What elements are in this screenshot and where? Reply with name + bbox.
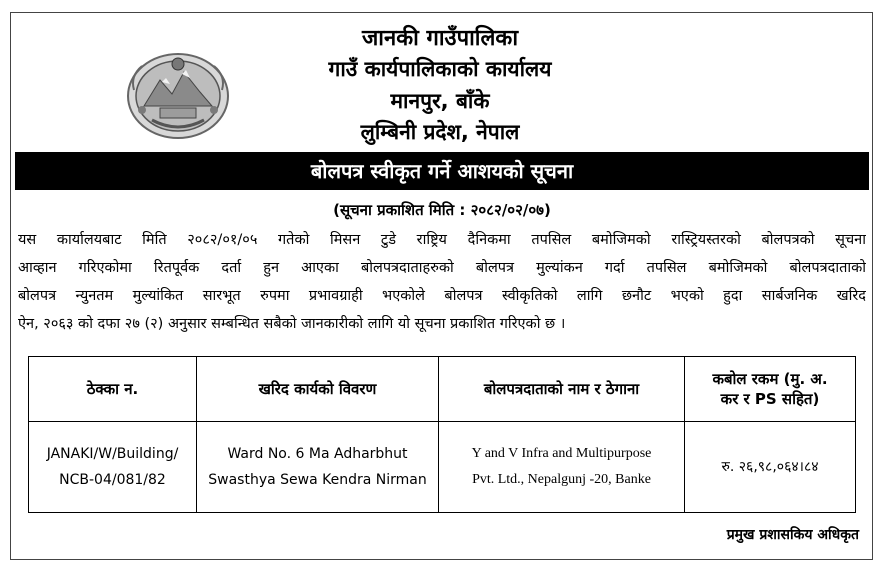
contract-no-line: NCB-04/081/82 bbox=[59, 472, 166, 488]
header-amount-line: कर र PS सहित) bbox=[720, 390, 820, 408]
cell-work-description bbox=[197, 422, 439, 513]
header-work-description: खरिद कार्यको विवरण bbox=[197, 357, 439, 422]
cell-amount: रु. २६,९८,०६४।८४ bbox=[685, 422, 856, 513]
work-description-line: Ward No. 6 Ma Adharbhut bbox=[227, 446, 408, 462]
government-emblem-icon bbox=[122, 46, 234, 142]
signatory-title: प्रमुख प्रशासकिय अधिकृत bbox=[726, 527, 859, 543]
province-country: लुम्बिनी प्रदेश, नेपाल bbox=[360, 120, 520, 144]
cell-bidder bbox=[439, 422, 685, 513]
notice-body-line: ऐन, २०६३ को दफा २७ (२) अनुसार सम्बन्धित सबैको जानकारीको लागि यो सूचना प्रकाशित गरिएको छ । bbox=[18, 316, 566, 332]
office-location: मानपुर, बाँके bbox=[390, 89, 490, 113]
header-contract-no: ठेक्का न. bbox=[29, 357, 197, 422]
notice-body-line: आव्हान गरिएकोमा रितपूर्वक दर्ता हुन आएका बोलपत्रदाताहरुको बोलपत्र मुल्यांकन गर्दा तपसिल बमोजिमको बोलपत्रदाताको bbox=[18, 260, 866, 276]
municipality-name: जानकी गाउँपालिका bbox=[361, 26, 519, 51]
published-date: (सूचना प्रकाशित मिति : २०८२/०२/०७) bbox=[333, 201, 551, 219]
cell-contract-no bbox=[29, 422, 197, 513]
table-header-row bbox=[29, 357, 856, 422]
header-amount bbox=[685, 357, 856, 422]
header-bidder: बोलपत्रदाताको नाम र ठेगाना bbox=[439, 357, 685, 422]
header-amount-line: कबोल रकम (मु. अ. bbox=[712, 370, 828, 388]
notice-title: बोलपत्र स्वीकृत गर्ने आशयको सूचना bbox=[15, 152, 869, 190]
office-name: गाउँ कार्यपालिकाको कार्यालय bbox=[328, 57, 552, 81]
bid-table bbox=[28, 356, 856, 513]
bidder-line: Y and V Infra and Multipurpose bbox=[471, 446, 652, 461]
notice-body-line: बोलपत्र न्युनतम मुल्यांकित सारभूत रुपमा प्रभावग्राही भएकोले बोलपत्र स्वीकृतिको लागि छनौट भएको हुदा सार्बजनिक खरिद bbox=[18, 288, 866, 304]
work-description-line: Swasthya Sewa Kendra Nirman bbox=[208, 472, 427, 488]
bidder-line: Pvt. Ltd., Nepalgunj -20, Banke bbox=[472, 472, 651, 487]
notice-body-line: यस कार्यालयबाट मिति २०८२/०१/०५ गतेको मिसन टुडे राष्ट्रिय दैनिकमा तपसिल बमोजिमको रास्ट्रियस्तरको बोलपत्रको सूचना bbox=[18, 232, 866, 248]
contract-no-line: JANAKI/W/Building/ bbox=[46, 446, 179, 462]
notice-body bbox=[18, 226, 866, 338]
table-row bbox=[29, 422, 856, 513]
